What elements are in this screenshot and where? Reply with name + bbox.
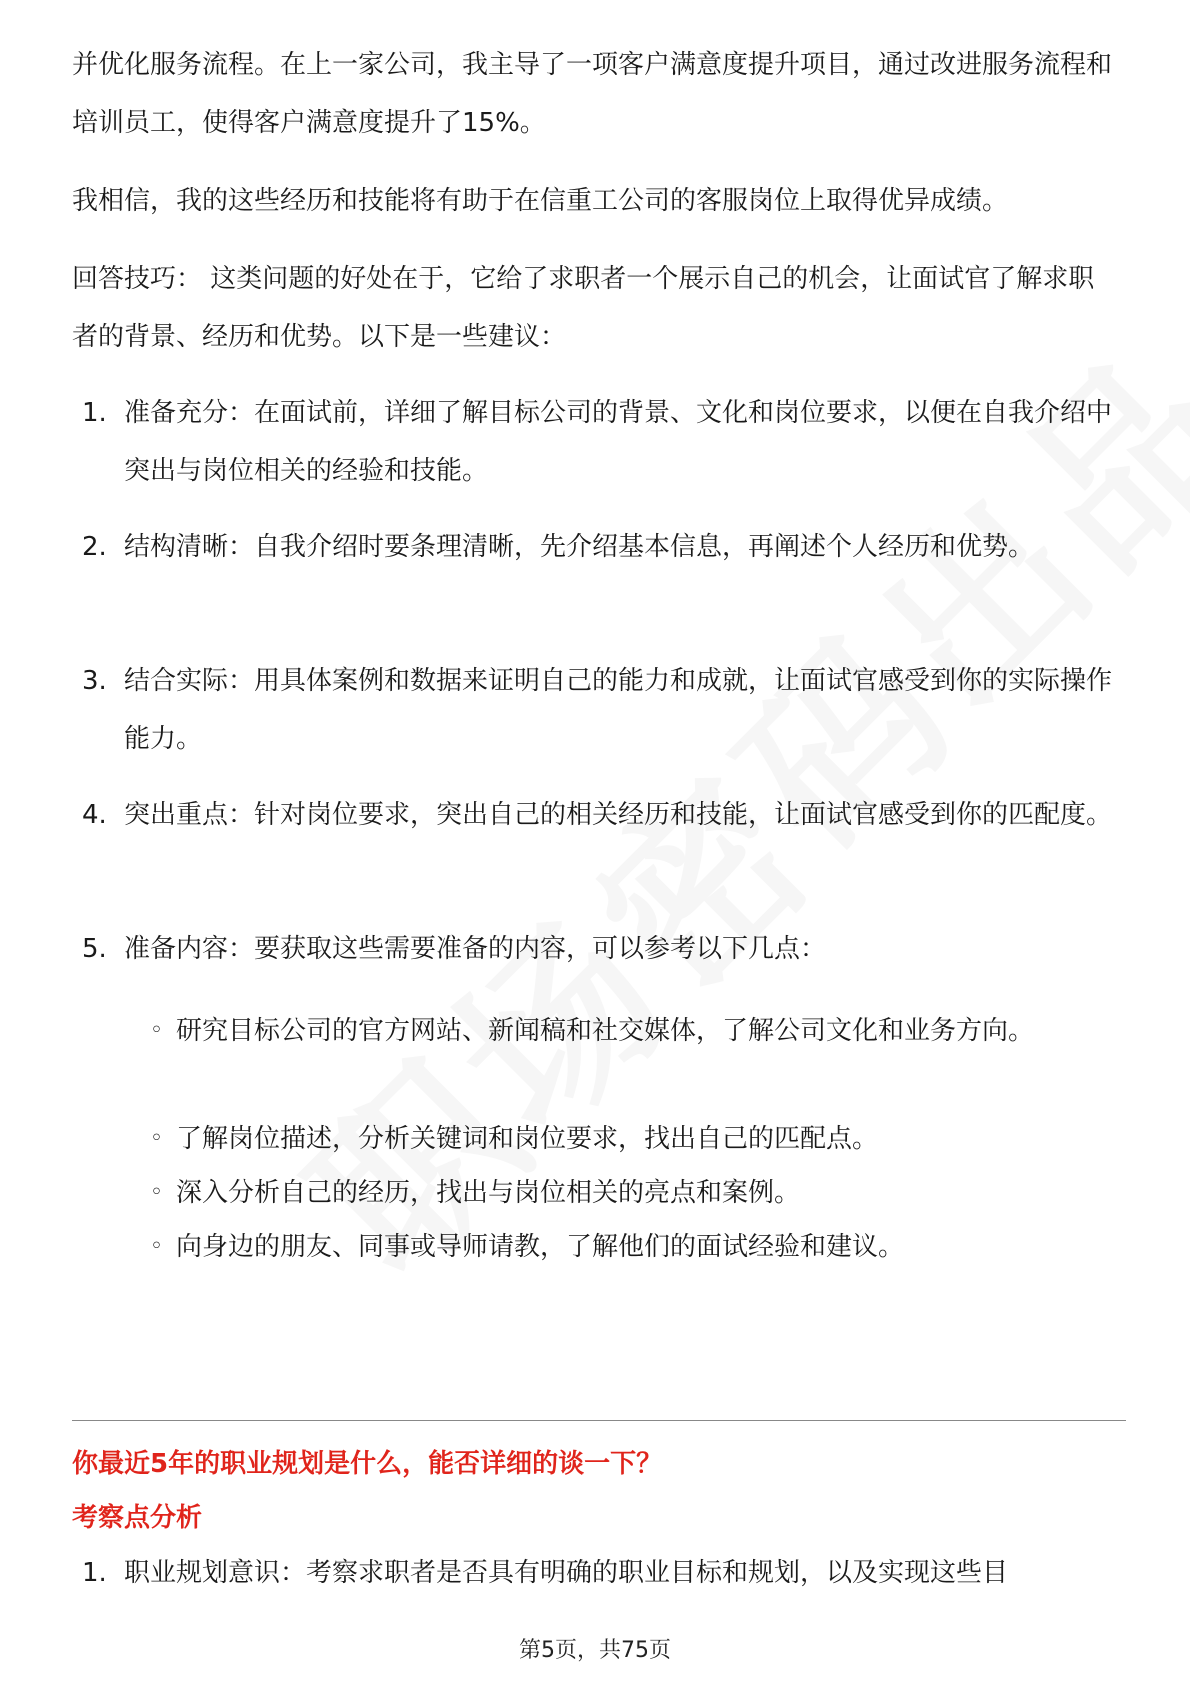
- sub-point-item: [72, 1110, 1118, 1168]
- bullet-icon: ◦: [150, 1126, 163, 1151]
- analysis-number: 1.: [82, 1558, 107, 1588]
- tip-number: 3.: [82, 666, 107, 696]
- tip-item: [72, 786, 1118, 844]
- bullet-icon: ◦: [150, 1180, 163, 1205]
- tip-text: 结构清晰：自我介绍时要条理清晰，先介绍基本信息，再阐述个人经历和优势。: [124, 532, 1035, 562]
- sub-point-text: 了解岗位描述，分析关键词和岗位要求，找出自己的匹配点。: [176, 1124, 879, 1154]
- bullet-icon: ◦: [150, 1018, 163, 1043]
- analysis-heading: 考察点分析: [72, 1503, 203, 1533]
- tip-number: 1.: [82, 398, 107, 428]
- tip-text: 结合实际：用具体案例和数据来证明自己的能力和成就，让面试官感受到你的实际操作能力。: [124, 666, 1113, 754]
- sub-point-text: 深入分析自己的经历，找出与岗位相关的亮点和案例。: [176, 1178, 801, 1208]
- question-heading: 你最近5年的职业规划是什么，能否详细的谈一下？: [72, 1449, 663, 1479]
- analysis-item: [72, 1544, 1118, 1602]
- tip-text: 准备内容：要获取这些需要准备的内容，可以参考以下几点：: [124, 934, 827, 964]
- paragraph-answer-tips: 回答技巧： 这类问题的好处在于，它给了求职者一个展示自己的机会，让面试官了解求职者的背景、经历和优势。以下是一些建议：: [72, 264, 1095, 352]
- sub-point-text: 研究目标公司的官方网站、新闻稿和社交媒体，了解公司文化和业务方向。: [176, 1016, 1035, 1046]
- sub-point-text: 向身边的朋友、同事或导师请教，了解他们的面试经验和建议。: [176, 1232, 905, 1262]
- tip-item: [72, 920, 1118, 978]
- paragraph-experience: 并优化服务流程。在上一家公司，我主导了一项客户满意度提升项目，通过改进服务流程和培训员工，使得客户满意度提升了15%。: [72, 50, 1113, 138]
- tip-item: [72, 652, 1118, 768]
- analysis-text: 职业规划意识：考察求职者是否具有明确的职业目标和规划，以及实现这些目: [124, 1558, 1009, 1588]
- tip-text: 准备充分：在面试前，详细了解目标公司的背景、文化和岗位要求，以便在自我介绍中突出与岗位相关的经验和技能。: [124, 398, 1113, 486]
- section-divider: [72, 1420, 1126, 1421]
- bullet-icon: ◦: [150, 1234, 163, 1259]
- page-footer: 第5页，共75页: [519, 1638, 671, 1663]
- tip-number: 4.: [82, 800, 107, 830]
- paragraph-conclusion: 我相信，我的这些经历和技能将有助于在信重工公司的客服岗位上取得优异成绩。: [72, 186, 1009, 216]
- sub-point-item: [72, 1164, 1118, 1222]
- tip-number: 2.: [82, 532, 107, 562]
- sub-point-item: [72, 1002, 1118, 1060]
- tip-item: [72, 518, 1118, 576]
- tip-text: 突出重点：针对岗位要求，突出自己的相关经历和技能，让面试官感受到你的匹配度。: [124, 800, 1113, 830]
- tip-item: [72, 384, 1118, 500]
- sub-point-item: [72, 1218, 1118, 1276]
- tip-number: 5.: [82, 934, 107, 964]
